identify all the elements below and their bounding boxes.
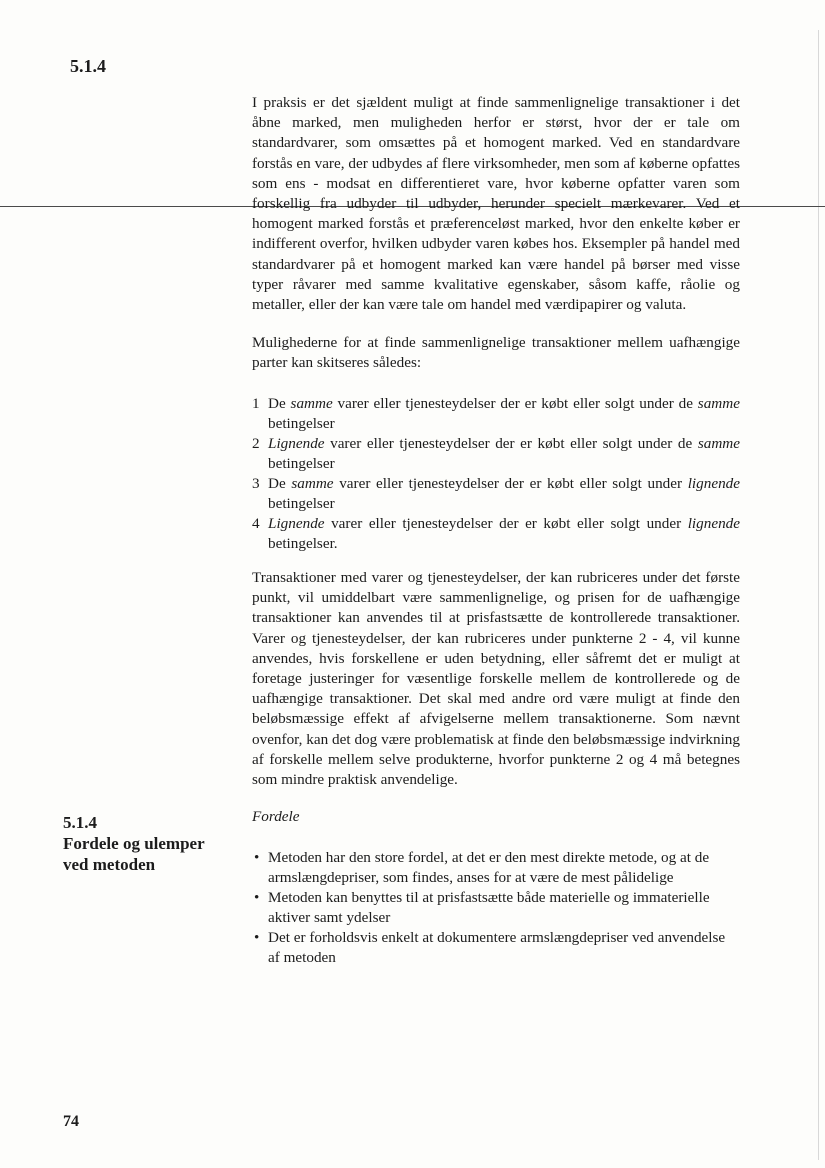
paragraph-standardvarer bbox=[252, 93, 740, 315]
comparability-list bbox=[252, 394, 740, 554]
paragraph-transaktioner bbox=[252, 568, 740, 790]
list-text: Det er forholdsvis enkelt at dokumentere armslængdepriser ved anvendelse af metoden bbox=[268, 929, 726, 966]
list-text: betingelser. bbox=[268, 535, 338, 552]
list-item-number: 3 bbox=[252, 475, 260, 492]
list-item-number: 4 bbox=[252, 515, 260, 532]
list-emphasis: lignende bbox=[687, 515, 740, 532]
list-item bbox=[252, 928, 740, 968]
list-item bbox=[252, 888, 740, 928]
list-text: De bbox=[268, 475, 292, 492]
list-emphasis: samme bbox=[291, 475, 334, 492]
bullet-icon: • bbox=[254, 929, 260, 946]
list-item bbox=[252, 394, 740, 434]
paragraph-text: Transaktioner med varer og tjenesteydelser, der kan rubriceres under det første punkt, vil umiddelbart være sammenlignelige, og prisen for de uafhængige transaktioner kan anvendes til at prisfastsætte de kontrollerede transaktioner. Varer og tjenesteydelser, der kan rubriceres under punkterne 2 - 4, vil kunne anvendes, hvis forskellene er uden betydning, eller såfremt det er muligt at foretage justeringer for væsentlige forskelle mellem de kontrollerede og de uafhængige transaktioner. Det skal med andre ord være muligt at finde den beløbsmæssige effekt af afvigelserne mellem transaktionerne. Som nævnt ovenfor, kan det dog være problematisk at finde den beløbsmæssige indvirkning af forskelle mellem selve produkterne, hvorfor punkterne 2 og 4 må betegnes som mindre praktisk anvendelige. bbox=[252, 569, 740, 789]
sidebar-section-heading bbox=[63, 812, 233, 875]
fordele-list bbox=[252, 848, 740, 968]
list-item-number: 2 bbox=[252, 435, 260, 452]
bullet-icon: • bbox=[254, 849, 260, 866]
list-item-number: 1 bbox=[252, 395, 260, 412]
list-text: betingelser bbox=[268, 455, 335, 472]
list-item bbox=[252, 434, 740, 474]
list-item bbox=[252, 474, 740, 514]
list-text: Metoden har den store fordel, at det er den mest direkte metode, og at de armslængdepriser, som findes, anses for at være de mest pålidelige bbox=[268, 849, 710, 886]
section-number-header: 5.1.4 bbox=[70, 56, 106, 76]
list-emphasis: samme bbox=[697, 395, 740, 412]
paragraph-text: Mulighederne for at finde sammenlignelige transaktioner mellem uafhængige parter kan skitseres således: bbox=[252, 334, 740, 372]
bullet-icon: • bbox=[254, 889, 260, 906]
sidebar-section-number: 5.1.4 bbox=[63, 813, 97, 832]
list-text: betingelser bbox=[268, 415, 335, 432]
list-emphasis: samme bbox=[290, 395, 333, 412]
page-number: 74 bbox=[63, 1113, 79, 1130]
sidebar-section-title: Fordele og ulemper ved metoden bbox=[63, 834, 205, 874]
list-emphasis: Lignende bbox=[268, 435, 325, 452]
list-emphasis: lignende bbox=[687, 475, 740, 492]
list-emphasis: Lignende bbox=[268, 515, 325, 532]
list-text: varer eller tjenesteydelser der er købt eller solgt under bbox=[324, 515, 688, 532]
list-text: betingelser bbox=[268, 495, 335, 512]
fordele-heading: Fordele bbox=[252, 808, 300, 825]
list-emphasis: samme bbox=[697, 435, 740, 452]
list-text: varer eller tjenesteydelser der er købt eller solgt under bbox=[333, 475, 688, 492]
list-item bbox=[252, 514, 740, 554]
paragraph-text: I praksis er det sjældent muligt at finde sammenlignelige transaktioner i det åbne marked, men muligheden herfor er størst, hvor der er tale om standardvarer, som omsættes på et homogent marked. Ved en standardvare forstås en vare, der udbydes af flere virksomheder, men som af køberne opfattes som ens - modsat en differentieret vare, hvor køberne opfatter varen som forskellig fra udbyder til udbyder, herunder specielt mærkevarer. Ved et homogent marked forstås et præferenceløst marked, hvor den enkelte køber er indifferent overfor, hvilken udbyder varen købes hos. Eksempler på handel med standardvarer på et homogent marked kan være handel på børser med visse typer råvarer med samme kvalitative egenskaber, såsom kaffe, råolie og metaller, eller der kan være tale om handel med værdipapirer og valuta. bbox=[252, 94, 740, 314]
list-text: Metoden kan benyttes til at prisfastsætte både materielle og immaterielle aktiver samt ydelser bbox=[268, 889, 710, 926]
list-item bbox=[252, 848, 740, 888]
list-text: De bbox=[268, 395, 291, 412]
list-text: varer eller tjenesteydelser der er købt eller solgt under de bbox=[324, 435, 698, 452]
list-text: varer eller tjenesteydelser der er købt eller solgt under de bbox=[332, 395, 698, 412]
scan-edge-line bbox=[818, 30, 819, 1160]
paragraph-muligheder bbox=[252, 333, 740, 373]
